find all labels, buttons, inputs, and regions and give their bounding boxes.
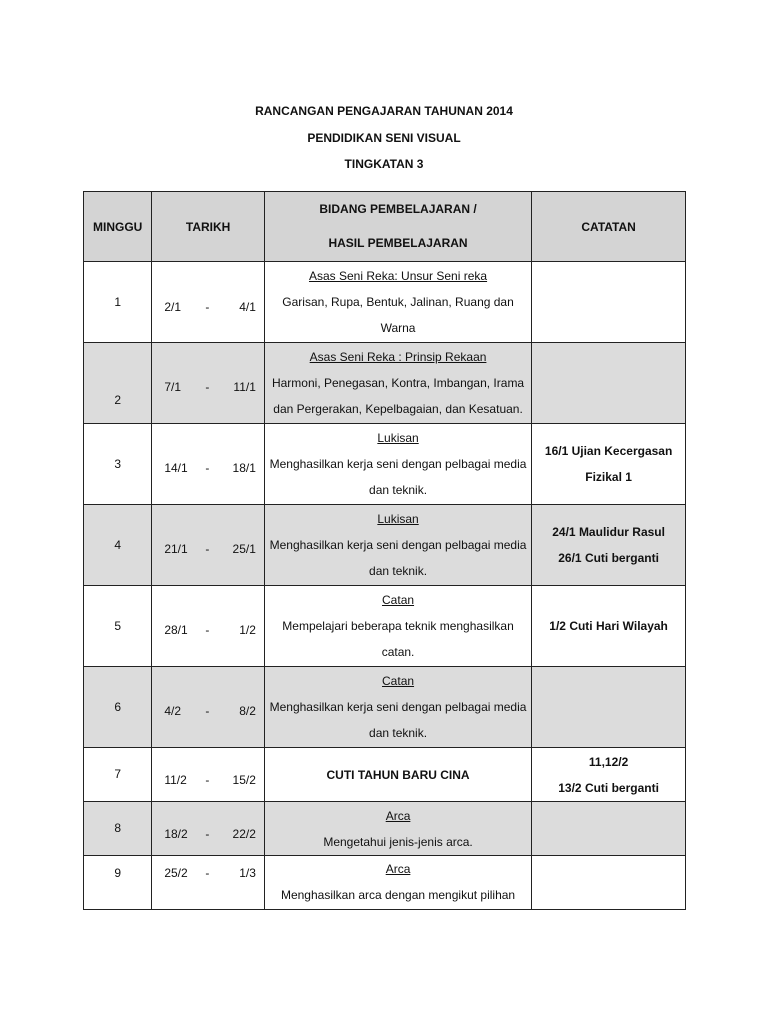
document-title: RANCANGAN PENGAJARAN TAHUNAN 2014: [255, 104, 513, 118]
learning-outcome-text: Menghasilkan kerja seni dengan pelbagai media dan teknik.: [269, 457, 527, 497]
week-number: 2: [114, 393, 121, 407]
learning-outcome-text: Menghasilkan kerja seni dengan pelbagai media dan teknik.: [269, 700, 527, 740]
week-number: 7: [114, 767, 121, 781]
learning-field-cell: [264, 424, 531, 505]
note-cell: [532, 856, 686, 910]
note-line-1: 11,12/2: [588, 754, 629, 769]
date-range-cell: [152, 802, 265, 856]
learning-outcome-text: Menghasilkan arca dengan mengikut pilihan: [280, 888, 516, 902]
date-separator: -: [205, 300, 210, 314]
date-end: 18/1: [232, 461, 256, 475]
learning-field-heading: Arca: [385, 808, 411, 823]
learning-field-heading: Asas Seni Reka : Prinsip Rekaan: [309, 350, 487, 364]
learning-field-cell: [264, 748, 531, 802]
learning-field-heading: Asas Seni Reka: Unsur Seni reka: [308, 269, 488, 283]
table-header-row: [84, 192, 686, 262]
week-number: 4: [114, 538, 121, 552]
date-end: 4/1: [239, 300, 256, 314]
learning-field-cell: [264, 856, 531, 910]
learning-field-heading: Catan: [382, 674, 415, 688]
date-separator: -: [205, 704, 210, 718]
date-start: 28/1: [164, 623, 188, 637]
note-line-2: 26/1 Cuti berganti: [558, 551, 659, 565]
date-start: 25/2: [164, 866, 188, 880]
date-end: 11/1: [233, 380, 256, 394]
date-end: 22/2: [232, 827, 256, 841]
document-form: TINGKATAN 3: [344, 157, 424, 171]
date-range-cell: [152, 262, 265, 343]
week-number: 6: [114, 700, 121, 714]
date-end: 8/2: [239, 704, 256, 718]
learning-outcome-text: Menghasilkan kerja seni dengan pelbagai media dan teknik.: [269, 538, 527, 578]
date-separator: -: [205, 866, 210, 880]
date-range-cell: [152, 667, 265, 748]
table-row: [84, 343, 686, 424]
learning-field-heading: Lukisan: [377, 512, 419, 526]
week-cell: [84, 424, 152, 505]
note-line-2: Fizikal 1: [585, 470, 632, 484]
header-date: TARIKH: [152, 192, 265, 262]
learning-field-cell: [264, 586, 531, 667]
table-row: [84, 856, 686, 910]
date-start: 7/1: [164, 380, 182, 394]
learning-field-cell: [264, 343, 531, 424]
learning-outcome-text: CUTI TAHUN BARU CINA: [326, 767, 470, 782]
note-cell: [532, 586, 686, 667]
note-cell: [532, 802, 686, 856]
learning-field-cell: [264, 802, 531, 856]
learning-outcome-text: Harmoni, Penegasan, Kontra, Imbangan, Irama dan Pergerakan, Kepelbagaian, dan Kesatuan.: [271, 376, 525, 416]
header-field: [264, 192, 531, 262]
table-row: [84, 667, 686, 748]
date-separator: -: [205, 542, 210, 556]
date-separator: -: [205, 380, 210, 394]
date-range-cell: [152, 343, 265, 424]
date-start: 2/1: [164, 300, 182, 314]
date-start: 18/2: [164, 827, 188, 841]
date-separator: -: [205, 623, 210, 637]
note-cell: [532, 748, 686, 802]
table-row: [84, 748, 686, 802]
learning-outcome-text: Mempelajari beberapa teknik menghasilkan catan.: [282, 619, 514, 659]
date-range-cell: [152, 856, 265, 910]
date-start: 11/2: [164, 773, 187, 787]
week-cell: [84, 586, 152, 667]
week-cell: [84, 802, 152, 856]
week-number: 5: [114, 619, 121, 633]
note-cell: [532, 262, 686, 343]
header-week: MINGGU: [84, 192, 152, 262]
table-row: [84, 586, 686, 667]
date-end: 25/1: [232, 542, 256, 556]
date-range-cell: [152, 424, 265, 505]
note-line-1: 16/1 Ujian Kecergasan: [544, 444, 673, 458]
week-cell: [84, 505, 152, 586]
week-cell: [84, 748, 152, 802]
date-end: 15/2: [232, 773, 256, 787]
date-separator: -: [205, 827, 210, 841]
note-cell: [532, 505, 686, 586]
date-start: 14/1: [164, 461, 188, 475]
table-row: [84, 262, 686, 343]
date-separator: -: [205, 461, 210, 475]
date-end: 1/3: [239, 866, 256, 880]
week-number: 1: [114, 295, 121, 309]
date-range-cell: [152, 586, 265, 667]
learning-field-cell: [264, 667, 531, 748]
learning-field-cell: [264, 505, 531, 586]
note-cell: [532, 343, 686, 424]
table-row: [84, 505, 686, 586]
note-cell: [532, 667, 686, 748]
note-line-2: 13/2 Cuti berganti: [558, 780, 659, 795]
date-end: 1/2: [239, 623, 256, 637]
learning-field-cell: [264, 262, 531, 343]
date-range-cell: [152, 505, 265, 586]
date-separator: -: [205, 773, 210, 787]
header-note: CATATAN: [532, 192, 686, 262]
table-row: [84, 424, 686, 505]
date-range-cell: [152, 748, 265, 802]
header-field-line1: BIDANG PEMBELAJARAN /: [319, 202, 477, 216]
learning-outcome-text: Garisan, Rupa, Bentuk, Jalinan, Ruang dan Warna: [282, 295, 514, 335]
note-cell: [532, 424, 686, 505]
date-start: 21/1: [164, 542, 188, 556]
week-cell: [84, 667, 152, 748]
learning-field-heading: Lukisan: [377, 431, 419, 445]
week-number: 3: [114, 457, 121, 471]
learning-outcome-text: Mengetahui jenis-jenis arca.: [323, 834, 473, 849]
week-number: 8: [114, 821, 121, 835]
header-field-line2: HASIL PEMBELAJARAN: [328, 236, 468, 250]
week-cell: [84, 262, 152, 343]
week-cell: [84, 856, 152, 910]
learning-field-heading: Catan: [382, 593, 415, 607]
week-number: 9: [114, 866, 121, 880]
lesson-plan-table: [83, 191, 686, 910]
learning-field-heading: Arca: [385, 862, 411, 876]
week-cell: [84, 343, 152, 424]
note-line-1: 24/1 Maulidur Rasul: [552, 525, 665, 539]
note-line-1: 1/2 Cuti Hari Wilayah: [549, 619, 668, 633]
date-start: 4/2: [164, 704, 182, 718]
table-row: [84, 802, 686, 856]
document-subject: PENDIDIKAN SENI VISUAL: [307, 131, 461, 145]
